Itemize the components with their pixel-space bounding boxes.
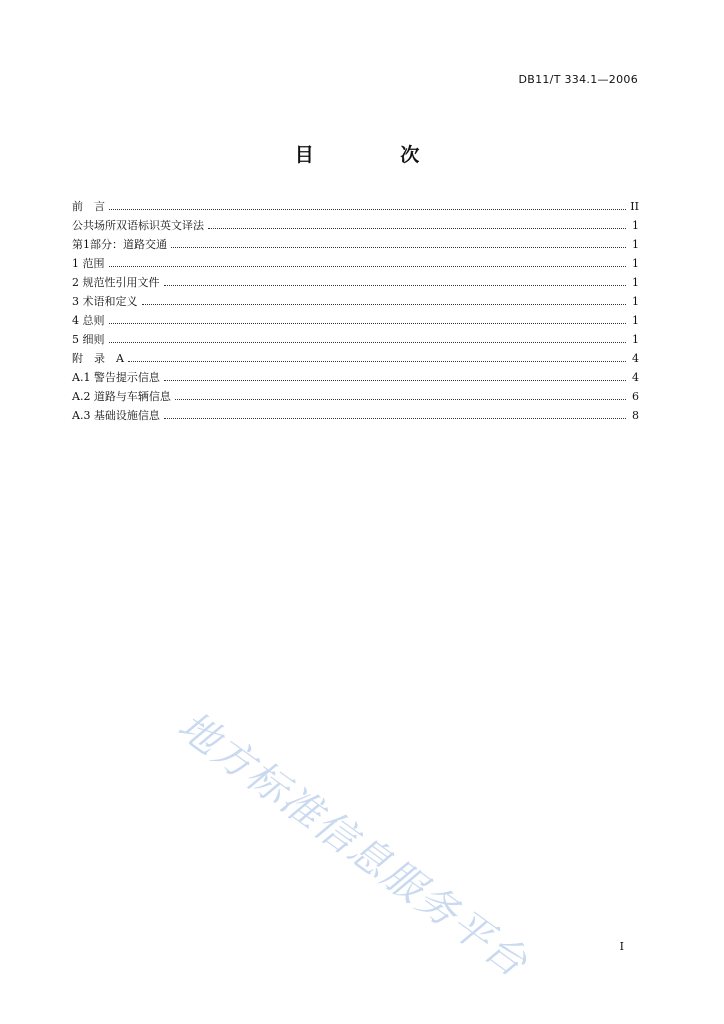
watermark: 地方标准信息服务平台: [169, 702, 537, 987]
toc-entry-label: 3 术语和定义: [72, 295, 138, 308]
toc-entry-a1-warning-info[interactable]: [72, 369, 639, 388]
toc-leader-dots: [164, 417, 626, 419]
toc-entry-label: 第1部分：道路交通: [72, 238, 167, 251]
toc-entry-page: 1: [632, 314, 639, 327]
toc-entry-label: 前 言: [72, 200, 105, 213]
toc-leader-dots: [142, 303, 627, 305]
toc-entry-foreword[interactable]: [72, 198, 639, 217]
toc-entry-standard-title[interactable]: [72, 217, 639, 236]
toc-leader-dots: [208, 227, 626, 229]
toc-entry-page: 8: [632, 409, 639, 422]
page-title: 目 次: [294, 144, 460, 166]
page-number: I: [619, 940, 624, 953]
toc-leader-dots: [109, 208, 626, 210]
toc-leader-dots: [109, 265, 627, 267]
toc-entry-a3-infrastructure-info[interactable]: [72, 407, 639, 426]
toc-leader-dots: [164, 284, 627, 286]
toc-entry-page: 6: [632, 390, 639, 403]
table-of-contents: [72, 198, 639, 426]
toc-entry-a2-road-vehicle-info[interactable]: [72, 388, 639, 407]
toc-entry-label: A.2 道路与车辆信息: [72, 390, 171, 403]
toc-entry-label: 2 规范性引用文件: [72, 276, 160, 289]
toc-entry-page: 4: [632, 371, 639, 384]
toc-entry-label: A.3 基础设施信息: [72, 409, 160, 422]
toc-entry-page: II: [630, 200, 639, 213]
toc-leader-dots: [164, 379, 626, 381]
toc-entry-label: 公共场所双语标识英文译法: [72, 219, 204, 232]
toc-leader-dots: [109, 341, 627, 343]
toc-entry-page: 1: [632, 295, 639, 308]
toc-leader-dots: [175, 398, 626, 400]
toc-entry-label: A.1 警告提示信息: [72, 371, 160, 384]
toc-entry-page: 1: [632, 219, 639, 232]
toc-entry-terms-definitions[interactable]: [72, 293, 639, 312]
toc-entry-label: 1 范围: [72, 257, 105, 270]
toc-entry-scope[interactable]: [72, 255, 639, 274]
toc-entry-label: 4 总则: [72, 314, 105, 327]
toc-entry-page: 1: [632, 276, 639, 289]
toc-entry-detailed-rules[interactable]: [72, 331, 639, 350]
toc-entry-page: 1: [632, 238, 639, 251]
toc-entry-normative-references[interactable]: [72, 274, 639, 293]
toc-entry-label: 附 录 A: [72, 352, 124, 365]
toc-entry-page: 1: [632, 257, 639, 270]
toc-entry-page: 1: [632, 333, 639, 346]
toc-entry-part-1[interactable]: [72, 236, 639, 255]
toc-leader-dots: [128, 360, 626, 362]
toc-leader-dots: [171, 246, 626, 248]
toc-entry-page: 4: [632, 352, 639, 365]
toc-leader-dots: [109, 322, 627, 324]
toc-entry-general-principles[interactable]: [72, 312, 639, 331]
toc-entry-label: 5 细则: [72, 333, 105, 346]
document-code: DB11/T 334.1—2006: [518, 73, 638, 86]
toc-entry-appendix-a[interactable]: [72, 350, 639, 369]
